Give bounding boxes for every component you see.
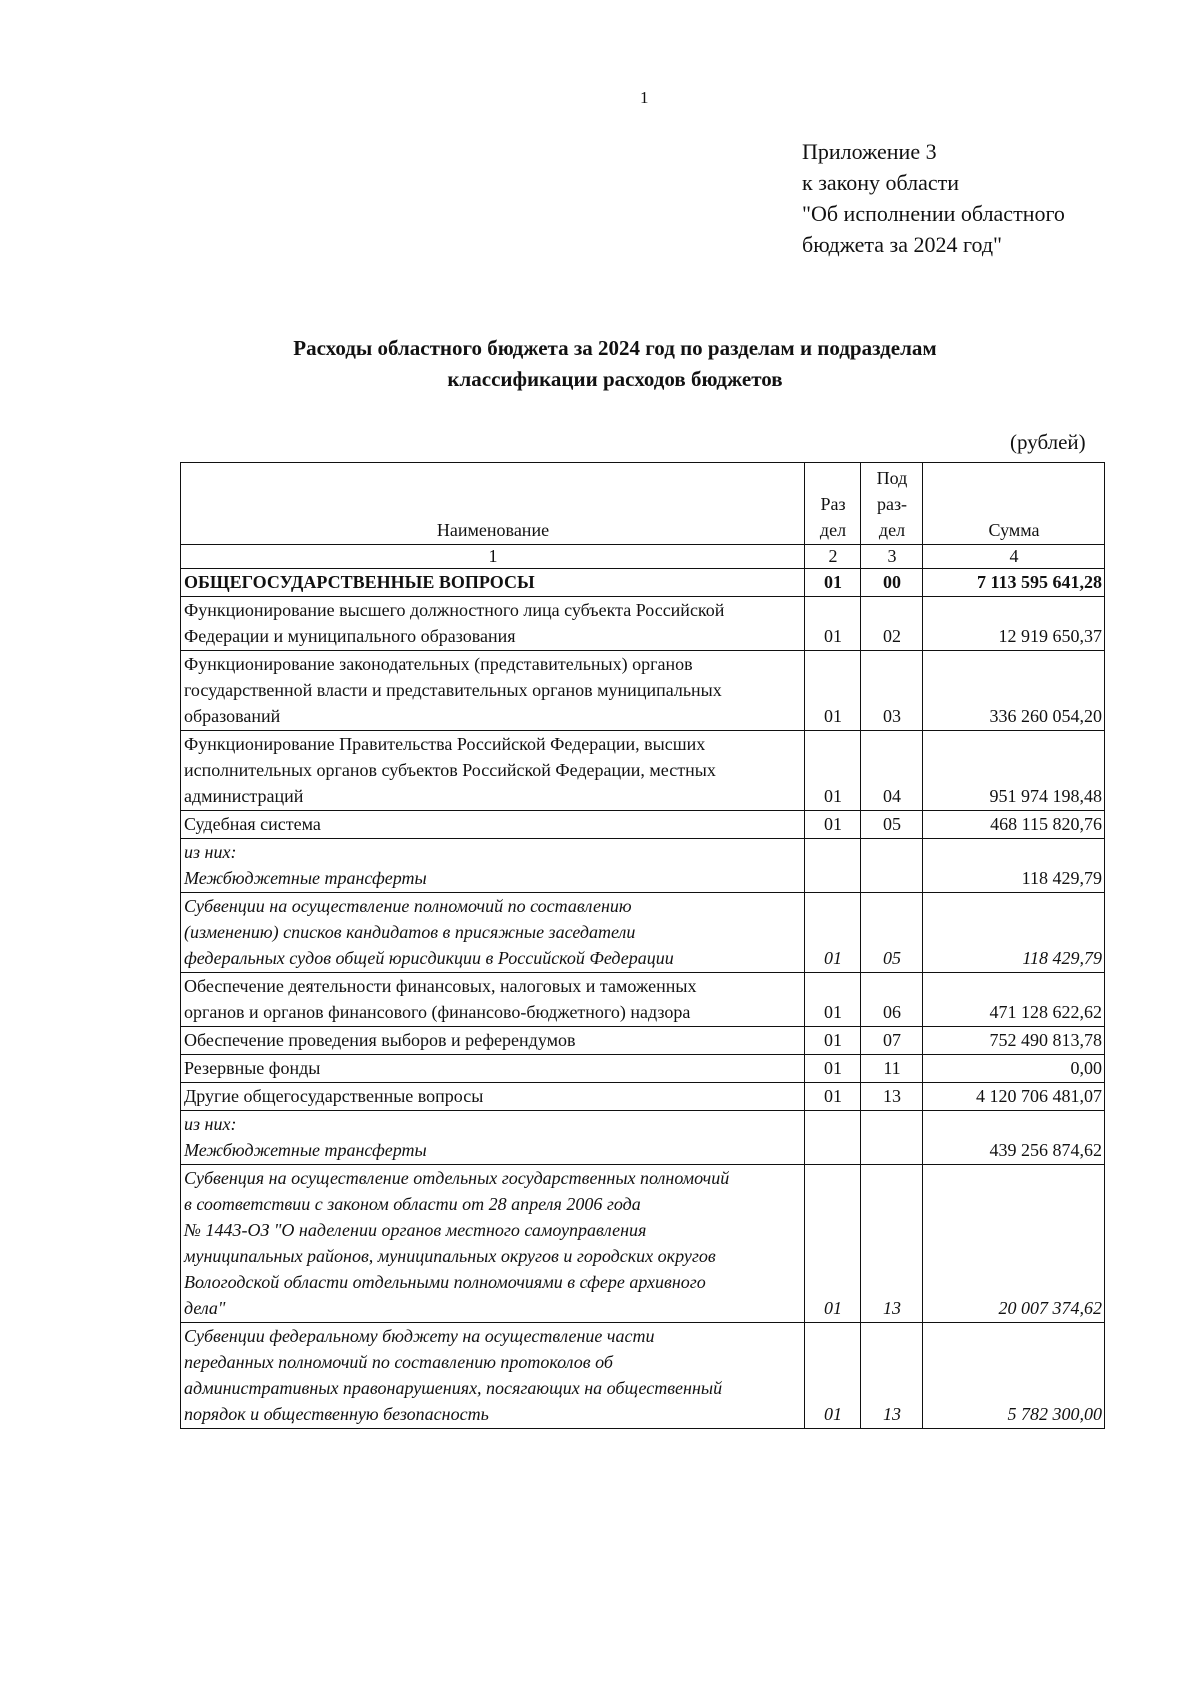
row-amount: 468 115 820,76 [923, 811, 1105, 839]
table-row [181, 1055, 1105, 1083]
row-amount: 118 429,79 [923, 893, 1105, 973]
units-label: (рублей) [1010, 430, 1086, 454]
row-name-line: образований [184, 706, 281, 726]
row-section [805, 1111, 861, 1165]
row-section: 01 [805, 973, 861, 1027]
row-name-line: Обеспечение деятельности финансовых, налоговых и таможенных [184, 976, 697, 996]
row-subsection: 03 [861, 651, 923, 731]
appendix-line: "Об исполнении областного [802, 201, 1065, 226]
row-name-line: Федерации и муниципального образования [184, 626, 516, 646]
row-subsection: 11 [861, 1055, 923, 1083]
row-name-line: Межбюджетные трансферты [184, 868, 427, 888]
row-name-line: Функционирование Правительства Российской Федерации, высших [184, 734, 706, 754]
row-name [181, 651, 805, 731]
row-amount: 439 256 874,62 [923, 1111, 1105, 1165]
column-number: 2 [805, 545, 861, 569]
row-subsection: 04 [861, 731, 923, 811]
row-name-line: Субвенция на осуществление отдельных государственных полномочий [184, 1168, 730, 1188]
row-section: 01 [805, 651, 861, 731]
appendix-line: бюджета за 2024 год" [802, 232, 1002, 257]
row-section: 01 [805, 597, 861, 651]
row-name-line: Функционирование высшего должностного лица субъекта Российской [184, 600, 725, 620]
row-amount: 471 128 622,62 [923, 973, 1105, 1027]
row-amount: 752 490 813,78 [923, 1027, 1105, 1055]
row-subsection: 06 [861, 973, 923, 1027]
row-amount: 0,00 [923, 1055, 1105, 1083]
row-section: 01 [805, 811, 861, 839]
expenditure-table [180, 462, 1105, 1429]
row-name [181, 839, 805, 893]
row-subsection: 13 [861, 1165, 923, 1323]
row-subsection: 13 [861, 1323, 923, 1429]
row-name [181, 1165, 805, 1323]
row-name-line: № 1443-ОЗ "О наделении органов местного самоуправления [184, 1220, 647, 1240]
column-number: 4 [923, 545, 1105, 569]
row-name-line: Межбюджетные трансферты [184, 1140, 427, 1160]
row-amount: 20 007 374,62 [923, 1165, 1105, 1323]
row-name-line: органов и органов финансового (финансово-бюджетного) надзора [184, 1002, 691, 1022]
column-number: 1 [181, 545, 805, 569]
row-name-line: исполнительных органов субъектов Российской Федерации, местных [184, 760, 716, 780]
row-name-line: ОБЩЕГОСУДАРСТВЕННЫЕ ВОПРОСЫ [184, 572, 535, 592]
appendix-line: Приложение 3 [802, 139, 937, 164]
row-section: 01 [805, 893, 861, 973]
row-name [181, 973, 805, 1027]
table-row [181, 1083, 1105, 1111]
row-name [181, 1323, 805, 1429]
row-name-line: (изменению) списков кандидатов в присяжные заседатели [184, 922, 636, 942]
table-row [181, 973, 1105, 1027]
row-name-line: администраций [184, 786, 304, 806]
row-name-line: из них: [184, 1114, 237, 1134]
row-name-line: переданных полномочий по составлению протоколов об [184, 1352, 613, 1372]
row-section: 01 [805, 1165, 861, 1323]
row-subsection [861, 839, 923, 893]
row-name-line: Вологодской области отдельными полномочиями в сфере архивного [184, 1272, 706, 1292]
row-name-line: Резервные фонды [184, 1058, 321, 1078]
row-section: 01 [805, 1323, 861, 1429]
row-amount: 336 260 054,20 [923, 651, 1105, 731]
row-name [181, 569, 805, 597]
appendix-line: к закону области [802, 170, 960, 195]
table-row [181, 731, 1105, 811]
row-name [181, 731, 805, 811]
table-row [181, 893, 1105, 973]
row-name-line: Субвенции федеральному бюджету на осуществление части [184, 1326, 655, 1346]
row-name-line: государственной власти и представительных органов муниципальных [184, 680, 722, 700]
table-row [181, 811, 1105, 839]
row-name-line: в соответствии с законом области от 28 апреля 2006 года [184, 1194, 641, 1214]
row-subsection: 05 [861, 893, 923, 973]
row-section [805, 839, 861, 893]
title-line-2: классификации расходов бюджетов [447, 367, 783, 391]
table-row [181, 839, 1105, 893]
row-section: 01 [805, 1055, 861, 1083]
row-name-line: Субвенции на осуществление полномочий по составлению [184, 896, 632, 916]
row-name [181, 1111, 805, 1165]
column-number-row [181, 545, 1105, 569]
table-row [181, 1165, 1105, 1323]
row-name [181, 1055, 805, 1083]
row-name [181, 1027, 805, 1055]
row-amount: 5 782 300,00 [923, 1323, 1105, 1429]
row-subsection: 00 [861, 569, 923, 597]
row-name-line: федеральных судов общей юрисдикции в Российской Федерации [184, 948, 674, 968]
header-name: Наименование [181, 463, 805, 545]
row-name [181, 811, 805, 839]
row-section: 01 [805, 569, 861, 597]
page-number: 1 [640, 88, 649, 107]
row-section: 01 [805, 1027, 861, 1055]
row-subsection: 13 [861, 1083, 923, 1111]
row-name-line: административных правонарушениях, посягающих на общественный [184, 1378, 723, 1398]
header-section: Раз дел [805, 463, 861, 545]
row-name [181, 1083, 805, 1111]
row-name-line: Судебная система [184, 814, 321, 834]
table-row [181, 597, 1105, 651]
row-name-line: муниципальных районов, муниципальных округов и городских округов [184, 1246, 716, 1266]
row-name [181, 893, 805, 973]
appendix-note [802, 136, 1065, 260]
row-amount: 12 919 650,37 [923, 597, 1105, 651]
row-name-line: Функционирование законодательных (представительных) органов [184, 654, 693, 674]
row-subsection: 02 [861, 597, 923, 651]
row-section: 01 [805, 731, 861, 811]
row-subsection [861, 1111, 923, 1165]
column-number: 3 [861, 545, 923, 569]
title-line-1: Расходы областного бюджета за 2024 год по разделам и подразделам [293, 336, 937, 360]
row-name-line: дела" [184, 1298, 226, 1318]
header-subsection: Под раз- дел [861, 463, 923, 545]
row-subsection: 05 [861, 811, 923, 839]
table-row [181, 569, 1105, 597]
table-row [181, 1027, 1105, 1055]
row-name-line: порядок и общественную безопасность [184, 1404, 489, 1424]
header-amount: Сумма [923, 463, 1105, 545]
row-subsection: 07 [861, 1027, 923, 1055]
table-row [181, 651, 1105, 731]
row-name-line: из них: [184, 842, 237, 862]
table-header-row [181, 463, 1105, 545]
row-amount: 118 429,79 [923, 839, 1105, 893]
table-row [181, 1111, 1105, 1165]
row-amount: 4 120 706 481,07 [923, 1083, 1105, 1111]
row-name [181, 597, 805, 651]
row-section: 01 [805, 1083, 861, 1111]
row-amount: 951 974 198,48 [923, 731, 1105, 811]
document-title [200, 333, 1030, 395]
row-amount: 7 113 595 641,28 [923, 569, 1105, 597]
row-name-line: Другие общегосударственные вопросы [184, 1086, 484, 1106]
row-name-line: Обеспечение проведения выборов и референдумов [184, 1030, 576, 1050]
table-row [181, 1323, 1105, 1429]
